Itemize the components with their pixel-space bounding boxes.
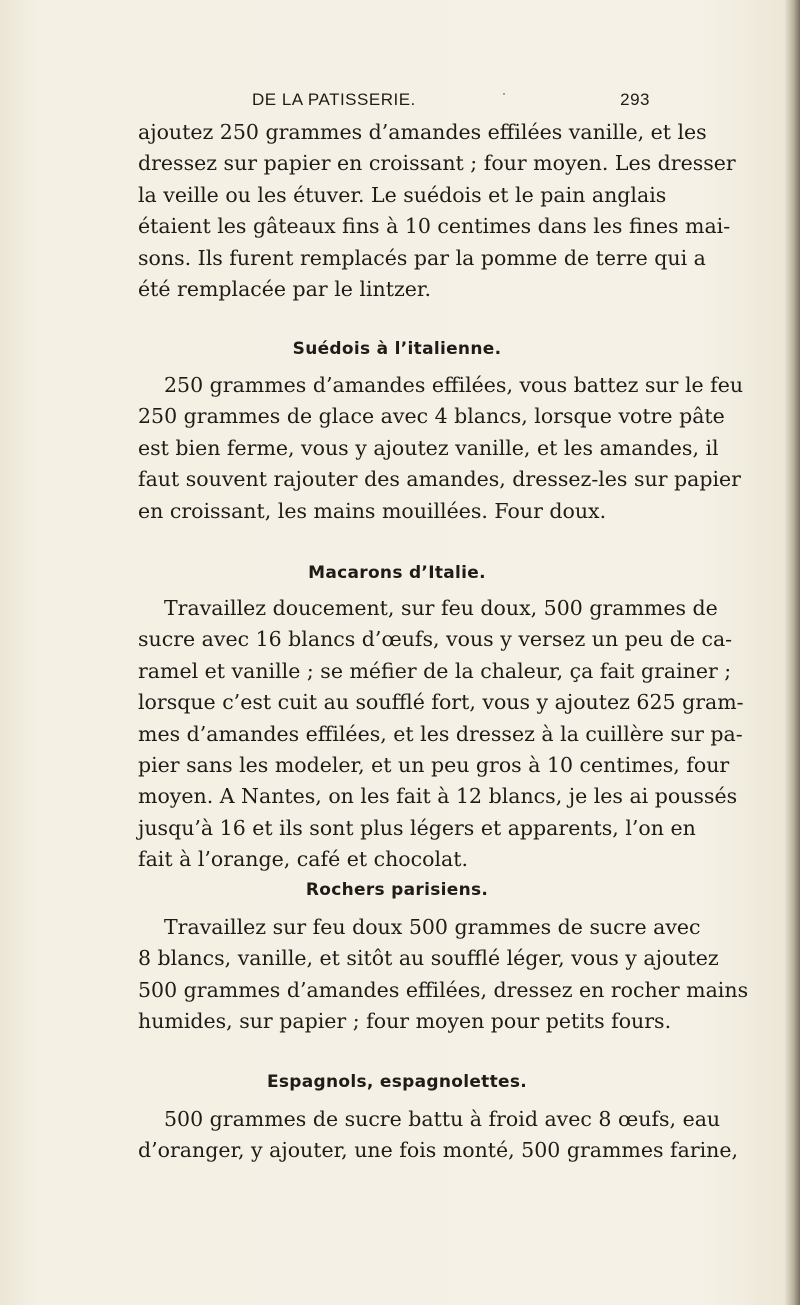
text-line: en croissant, les mains mouillées. Four doux.	[138, 498, 607, 523]
section-paragraph-macarons	[138, 593, 744, 876]
section-paragraph-rochers	[138, 912, 749, 1038]
text-line: ajoutez 250 grammes d’amandes effilées vanille, et les	[138, 120, 707, 144]
text-line: Travaillez sur feu doux 500 grammes de sucre avec	[164, 915, 701, 939]
text-line: est bien ferme, vous y ajoutez vanille, et les amandes, il	[138, 435, 719, 460]
text-line: sons. Ils furent remplacés par la pomme de terre qui a	[138, 245, 706, 270]
section-paragraph-espagnols	[138, 1104, 739, 1167]
text-line: dressez sur papier en croissant ; four moyen. Les dresser	[138, 151, 736, 176]
text-line: 250 grammes de glace avec 4 blancs, lorsque votre pâte	[138, 404, 725, 429]
section-heading-suedois: Suédois à l’italienne.	[292, 339, 502, 359]
section-paragraph-suedois	[138, 370, 744, 527]
section-heading-rochers: Rochers parisiens.	[305, 880, 489, 900]
text-line: 250 grammes d’amandes effilées, vous battez sur le feu	[164, 373, 744, 397]
text-line: jusqu’à 16 et ils sont plus légers et apparents, l’on en	[138, 815, 696, 840]
text-line: d’oranger, y ajouter, une fois monté, 500 grammes farine,	[138, 1138, 739, 1163]
text-line: moyen. A Nantes, on les fait à 12 blancs, je les ai poussés	[138, 784, 738, 809]
text-line: étaient les gâteaux fins à 10 centimes dans les fines mai-	[138, 214, 731, 239]
text-line: 500 grammes d’amandes effilées, dressez en rocher mains	[138, 977, 749, 1002]
section-heading-macarons: Macarons d’Italie.	[308, 563, 486, 583]
text-line: ramel et vanille ; se méfier de la chaleur, ça fait grainer ;	[138, 658, 732, 683]
running-head	[252, 86, 650, 114]
text-line: faut souvent rajouter des amandes, dressez-les sur papier	[138, 467, 741, 492]
text-line: lorsque c’est cuit au soufflé fort, vous y ajoutez 625 gram-	[138, 690, 744, 715]
text-line: humides, sur papier ; four moyen pour petits fours.	[138, 1009, 672, 1034]
text-line: fait à l’orange, café et chocolat.	[138, 847, 468, 872]
text-line: la veille ou les étuver. Le suédois et le pain anglais	[138, 182, 667, 207]
text-line: Travaillez doucement, sur feu doux, 500 grammes de	[164, 596, 718, 620]
page-number: 293	[620, 90, 650, 109]
intro-paragraph	[138, 117, 736, 305]
text-line: sucre avec 16 blancs d’œufs, vous y versez un peu de ca-	[138, 627, 733, 652]
running-head-dot: ·	[502, 86, 507, 100]
binding-shadow	[784, 0, 800, 1305]
text-line: pier sans les modeler, et un peu gros à 10 centimes, four	[138, 753, 730, 778]
running-head-title: DE LA PATISSERIE.	[252, 90, 416, 109]
text-line: été remplacée par le lintzer.	[138, 277, 431, 302]
text-line: 500 grammes de sucre battu à froid avec 8 œufs, eau	[164, 1107, 721, 1131]
text-line: mes d’amandes effilées, et les dressez à la cuillère sur pa-	[138, 721, 743, 746]
section-heading-espagnols: Espagnols, espagnolettes.	[266, 1072, 528, 1092]
text-line: 8 blancs, vanille, et sitôt au soufflé léger, vous y ajoutez	[138, 946, 719, 971]
